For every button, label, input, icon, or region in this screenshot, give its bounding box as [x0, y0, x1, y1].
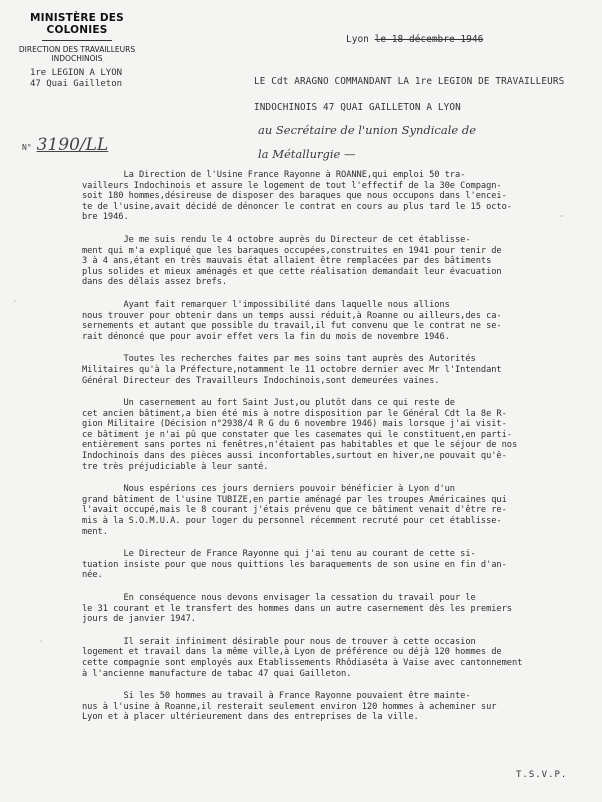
body-line: Toutes les recherches faites par mes soins tant auprès des Autorités — [82, 354, 476, 365]
body-line: Ayant fait remarquer l'impossibilité dans laquelle nous allions — [82, 299, 450, 310]
body-line: jours de janvier 1947. — [82, 614, 196, 625]
signoff: T.S.V.P. — [516, 770, 568, 780]
body-line: Le Directeur de France Rayonne qui j'ai tenu au courant de cette si- — [82, 549, 476, 560]
body-line: ce bâtiment je n'ai pû que constater que les casemates qui le constituent,en parti- — [82, 429, 512, 440]
body-line: née. — [82, 570, 103, 581]
body-line: bre 1946. — [82, 212, 129, 223]
body-line: plus solides et mieux aménagés et que cette réalisation demandait leur évacuation — [82, 266, 502, 277]
department-line-1: DIRECTION DES TRAVAILLEURS — [18, 45, 136, 54]
body-paragraph — [82, 549, 594, 581]
letter-body — [82, 170, 594, 735]
body-line: entièrement sans portes ni fenêtres,n'étaient pas habitables et que le séjour de nos — [82, 440, 518, 451]
body-line: En conséquence nous devons envisager la cessation du travail pour le — [82, 593, 476, 603]
body-line: sernements et autant que possible du travail,il fut convenu que le contrat ne se- — [82, 321, 502, 332]
body-line: l'avait occupé,mais le 8 courant j'étais prévenu que ce bâtiment venait d'être re- — [82, 505, 507, 516]
handwritten-line-2: la Métallurgie — — [258, 147, 356, 161]
recipient-line-2: INDOCHINOIS 47 QUAI GAILLETON A LYON — [254, 102, 461, 113]
body-paragraph — [82, 398, 594, 472]
body-line: Nous espérions ces jours derniers pouvoir bénéficier à Lyon d'un — [82, 484, 455, 495]
handwritten-addressee — [258, 118, 476, 166]
legion-line-2: 47 Quai Gailleton — [29, 79, 123, 89]
body-line: Général Directeur des Travailleurs Indochinois,sont demeurées vaines. — [82, 375, 440, 386]
handwritten-line-1: au Secrétaire de l'union Syndicale de — [258, 123, 477, 137]
dateline — [346, 34, 483, 45]
date-text: le 18 décembre 1946 — [374, 34, 484, 45]
body-line: nus à l'usine à Roanne,il resterait seulement environ 120 hommes à acheminer sur — [82, 701, 497, 712]
letterhead-divider — [42, 40, 112, 41]
body-paragraph — [82, 235, 594, 288]
body-paragraph — [82, 170, 594, 223]
body-line: rait dénoncé que pour avoir effet vers la fin du mois de novembre 1946. — [82, 331, 450, 342]
body-line: nous trouver pour obtenir dans un temps aussi réduit,à Roanne ou ailleurs,des ca- — [82, 310, 502, 321]
paper-speck — [40, 640, 42, 642]
body-paragraph — [82, 484, 594, 537]
body-line: dans des délais assez brefs. — [82, 277, 228, 288]
body-line: Si les 50 hommes au travail à France Rayonne pouvaient être mainte- — [82, 691, 471, 702]
paper-speck — [14, 300, 16, 302]
body-line: Lyon et à placer ultérieurement dans des entreprises de la ville. — [82, 712, 419, 723]
body-paragraph — [82, 637, 594, 679]
body-line: ment qui m'a expliqué que les baraques occupées,construites en 1941 pour tenir de — [82, 245, 502, 256]
body-line: soit 180 hommes,désireuse de disposer des baraques que nous occupons dans l'encei- — [82, 191, 507, 202]
recipient-block — [254, 69, 564, 121]
body-line: La Direction de l'Usine France Rayonne à ROANNE,qui emploi 50 tra- — [82, 170, 466, 180]
letterhead — [2, 12, 152, 63]
legion-line-1: 1re LEGION A LYON — [29, 68, 123, 78]
body-line: te de l'usine,avait décidé de dénoncer le contrat en cours au plus tard le 15 octo- — [82, 201, 512, 212]
body-line: gion Militaire (Décision n°2938/4 R G du 6 novembre 1946) mais lorsque j'ai visit- — [82, 419, 507, 430]
department-line-2: INDOCHINOIS — [51, 54, 103, 63]
body-line: logement et travail dans la même ville,à Lyon de préférence ou déjà 120 hommes de — [82, 647, 502, 658]
body-line: mis à la S.O.M.U.A. pour loger du personnel récemment recruté pour cet établisse- — [82, 516, 502, 527]
body-paragraph — [82, 354, 594, 386]
reference-value: 3190/LL — [36, 135, 109, 155]
body-line: ment. — [82, 526, 108, 537]
body-line: Il serait infiniment désirable pour nous de trouver à cette occasion — [82, 636, 476, 647]
ministry-name: MINISTÈRE DES COLONIES — [30, 12, 124, 36]
body-line: Je me suis rendu le 4 octobre auprès du Directeur de cet établisse- — [82, 234, 471, 245]
body-line: le 31 courant et le transfert des hommes dans un autre casernement dès les premiers — [82, 603, 512, 614]
body-line: à l'ancienne manufacture de tabac 47 quai Gailleton. — [82, 668, 352, 679]
body-line: 3 à 4 ans,étant en très mauvais état allaient être remplacées par des bâtiments — [82, 256, 492, 267]
recipient-line-1: LE Cdt ARAGNO COMMANDANT LA 1re LEGION DE TRAVAILLEURS — [254, 76, 565, 87]
body-line: Militaires qu'à la Préfecture,notamment le 11 octobre dernier avec Mr l'Intendant — [82, 364, 502, 375]
body-paragraph — [82, 691, 594, 723]
body-line: tre très préjudiciable à leur santé. — [82, 461, 269, 472]
body-line: vailleurs Indochinois et assure le logement de tout l'effectif de la 30e Compagn- — [82, 180, 502, 191]
reference-number — [22, 135, 108, 155]
body-line: cette compagnie sont employés aux Etablissements Rhôdiaséta à Vaise avec cantonnement — [82, 657, 523, 668]
body-line: Un casernement au fort Saint Just,ou plutôt dans ce qui reste de — [82, 398, 455, 409]
body-paragraph — [82, 593, 594, 625]
body-line: cet ancien bâtiment,a bien été mis à notre disposition par le Général Cdt la 8e R- — [82, 408, 507, 419]
legion-address — [6, 68, 146, 90]
body-line: tuation insiste pour que nous quittions les baraquements de son usine en fin d'an- — [82, 559, 507, 570]
date-place: Lyon — [346, 34, 369, 45]
body-line: Indochinois dans des pièces aussi inconfortables,surtout en hiver,ne pouvait qu'ê- — [82, 451, 507, 462]
reference-prefix: N° — [22, 143, 32, 152]
paper-speck — [560, 215, 563, 217]
body-line: grand bâtiment de l'usine TUBIZE,en partie aménagé par les troupes Américaines qui — [82, 494, 507, 505]
body-paragraph — [82, 300, 594, 342]
